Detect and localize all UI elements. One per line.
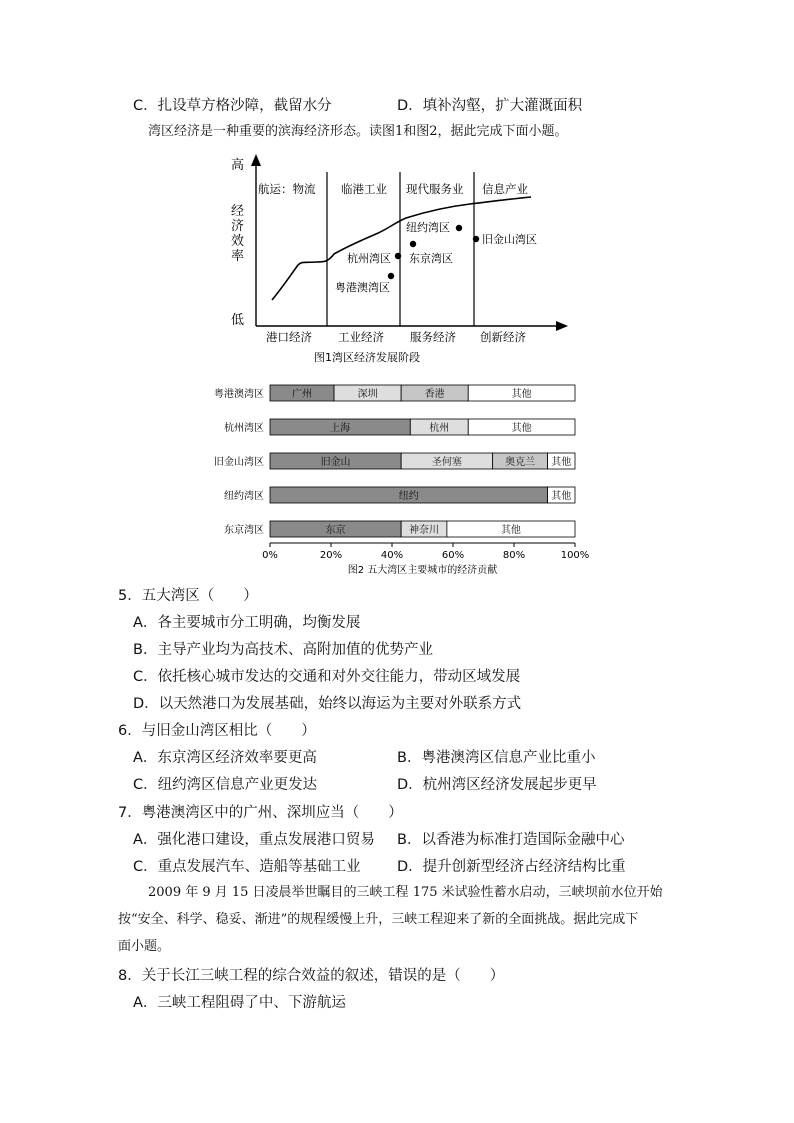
q7-option-c: C．重点发展汽车、造船等基础工业 (133, 859, 361, 875)
q7-option-b: B．以香港为标准打造国际金融中心 (397, 832, 625, 848)
intro-paragraph-2-line-2: 按“安全、科学、稳妥、渐进”的规程缓慢上升，三峡工程迎来了新的全面挑战。据此完成下 (118, 912, 639, 927)
row-label: 旧金山湾区 (214, 457, 264, 468)
label-hangzhou: 杭州湾区 (347, 252, 391, 265)
phase-top-4: 信息产业 (482, 182, 528, 196)
segment-label: 奥克兰 (505, 457, 536, 468)
q6-option-b: B．粤港澳湾区信息产业比重小 (397, 750, 596, 766)
q7-stem: 7．粤港澳湾区中的广州、深圳应当（ ） (118, 805, 403, 821)
y-axis-label-1: 经 (231, 204, 245, 219)
figure-2-caption: 图2 五大湾区主要城市的经济贡献 (347, 565, 498, 576)
segment-label: 深圳 (357, 389, 378, 400)
label-gba: 粤港澳湾区 (335, 281, 390, 294)
segment-label: 上海 (330, 423, 351, 434)
q7-option-d: D．提升创新型经济占经济结构比重 (397, 859, 626, 875)
point-newyork (456, 225, 462, 231)
x-tick-label: 80% (502, 550, 526, 561)
point-sanfrancisco (473, 236, 479, 242)
x-tick-label: 100% (560, 550, 590, 561)
phase-top-3: 现代服务业 (406, 182, 464, 196)
q5-stem: 5．五大湾区（ ） (118, 588, 258, 604)
prev-option-c: C．扎设草方格沙障，截留水分 (133, 98, 332, 114)
efficiency-curve (272, 197, 531, 300)
point-tokyo (410, 241, 416, 247)
intro-paragraph-2-line-3: 面小题。 (118, 939, 171, 954)
x-tick-label: 0% (262, 550, 278, 561)
x-tick-label: 60% (441, 550, 465, 561)
phase-bottom-1: 港口经济 (266, 330, 312, 344)
x-tick-label: 40% (380, 550, 404, 561)
segment-label: 神奈川 (409, 525, 440, 536)
y-axis-label-4: 率 (231, 249, 245, 264)
row-label: 东京湾区 (224, 525, 264, 536)
segment-label: 其他 (551, 491, 572, 502)
segment-label: 广州 (292, 389, 313, 400)
prev-option-d: D．填补沟壑，扩大灌溉面积 (397, 98, 583, 114)
segment-label: 香港 (424, 389, 445, 400)
segment-label: 其他 (551, 457, 572, 468)
phase-top-2: 临港工业 (341, 182, 387, 196)
segment-label: 其他 (511, 389, 532, 400)
y-axis-label-2: 济 (231, 219, 245, 234)
segment-label: 东京 (325, 525, 346, 536)
q8-option-a: A．三峡工程阻碍了中、下游航运 (133, 995, 346, 1011)
segment-label: 纽约 (398, 491, 419, 502)
figure-1 (220, 150, 580, 370)
label-tokyo: 东京湾区 (409, 252, 453, 265)
label-sanfrancisco: 旧金山湾区 (482, 233, 537, 246)
intro-paragraph-1: 湾区经济是一种重要的滨海经济形态。读图1和图2，据此完成下面小题。 (148, 124, 568, 139)
y-axis-label-3: 效 (231, 234, 245, 249)
row-label: 杭州湾区 (224, 423, 264, 434)
segment-label: 杭州 (429, 423, 450, 434)
segment-label: 其他 (511, 423, 532, 434)
y-high-label: 高 (231, 158, 245, 173)
q8-stem: 8．关于长江三峡工程的综合效益的叙述，错误的是（ ） (118, 968, 505, 984)
figure-2 (200, 376, 600, 576)
point-hangzhou (395, 253, 401, 259)
q5-option-a: A．各主要城市分工明确，均衡发展 (133, 615, 361, 631)
segment-label: 其他 (500, 525, 521, 536)
row-label: 纽约湾区 (224, 491, 264, 502)
phase-bottom-4: 创新经济 (480, 330, 526, 344)
q5-option-b: B．主导产业均为高技术、高附加值的优势产业 (133, 642, 433, 658)
q6-option-d: D．杭州湾区经济发展起步更早 (397, 777, 597, 793)
intro-paragraph-2-line-1: 2009 年 9 月 15 日凌晨举世瞩目的三峡工程 175 米试验性蓄水启动，三峡坝前水位开始 (148, 885, 663, 900)
figure-1-caption: 图1湾区经济发展阶段 (314, 351, 420, 364)
q7-option-a: A．强化港口建设，重点发展港口贸易 (133, 832, 375, 848)
point-gba (388, 273, 394, 279)
q6-option-c: C．纽约湾区信息产业更发达 (133, 777, 318, 793)
y-low-label: 低 (231, 313, 245, 328)
phase-bottom-3: 服务经济 (410, 330, 456, 344)
segment-label: 旧金山 (320, 457, 351, 468)
phase-top-1: 航运：物流 (258, 182, 316, 196)
x-tick-label: 20% (319, 550, 343, 561)
label-newyork: 纽约湾区 (406, 221, 450, 234)
q6-option-a: A．东京湾区经济效率要更高 (133, 750, 317, 766)
segment-label: 圣何塞 (431, 457, 462, 468)
q6-stem: 6．与旧金山湾区相比（ ） (118, 723, 316, 739)
row-label: 粤港澳湾区 (214, 389, 264, 400)
phase-bottom-2: 工业经济 (338, 330, 384, 344)
q5-option-d: D．以天然港口为发展基础，始终以海运为主要对外联系方式 (133, 696, 522, 712)
q5-option-c: C．依托核心城市发达的交通和对外交往能力，带动区域发展 (133, 669, 521, 685)
